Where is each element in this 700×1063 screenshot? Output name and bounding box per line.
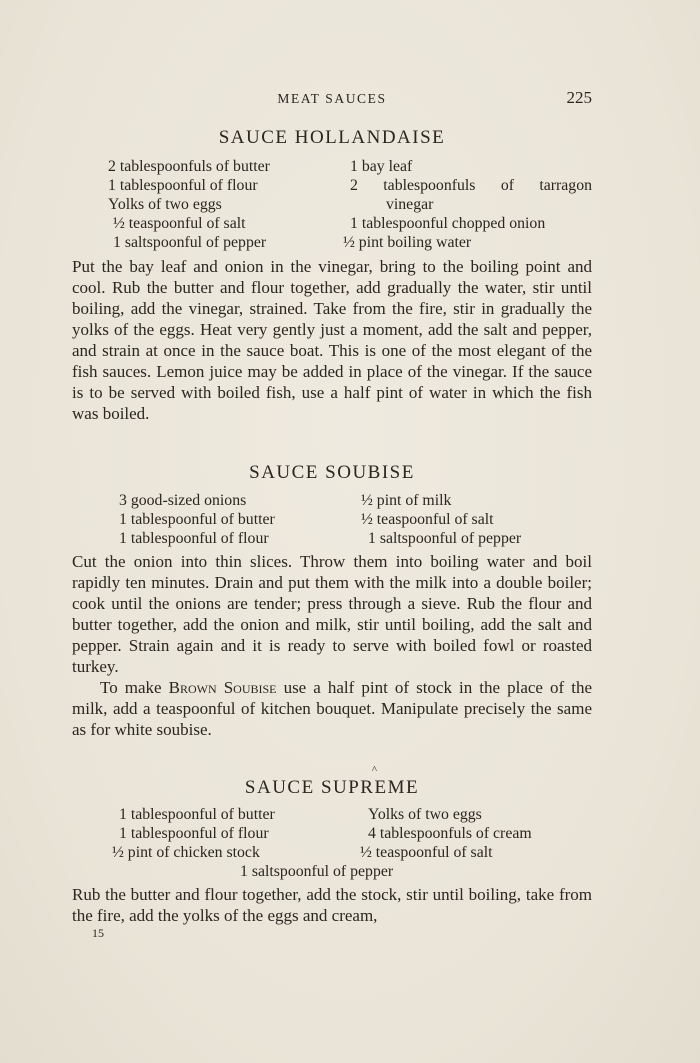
ingredient-item: 1 tablespoonful of butter xyxy=(119,511,275,528)
ingredient-item: 1 tablespoonful chopped onion xyxy=(350,215,546,232)
page-number: 225 xyxy=(566,88,592,107)
ingredient-item: ½ teaspoonful of salt xyxy=(113,215,246,232)
ingredient-item: ½ teaspoonful of salt xyxy=(360,844,493,861)
recipe-body-soubise-text: Cut the onion into thin slices. Throw them into boiling water and boil rapidly ten minutes. Drain and put them with the milk into a double boiler; cook until the onions are tender; press through a sieve. Rub the flour and butter together, add the onion and milk, stir until boiling, add the salt and pepper. Strain again and it is ready to serve with boiled fowl or roasted turkey. xyxy=(72,552,592,676)
ingredient-item: 1 tablespoonful of flour xyxy=(108,177,258,194)
ingredient-item: 4 tablespoonfuls of cream xyxy=(368,825,532,842)
running-head: MEAT SAUCES xyxy=(277,91,387,106)
brown-soubise-term: Brown Soubise xyxy=(168,678,277,697)
recipe-title-hollandaise: SAUCE HOLLANDAISE xyxy=(218,127,446,148)
ingredient-item: Yolks of two eggs xyxy=(108,196,222,213)
ingredient-item: ½ teaspoonful of salt xyxy=(361,511,494,528)
ingredient-item: 1 saltspoonful of pepper xyxy=(240,863,394,880)
ingredient-item: 2 tablespoonfuls of tarragon xyxy=(350,177,592,194)
ingredient-item: 1 tablespoonful of flour xyxy=(119,825,269,842)
brown-soubise-note-text: use a half pint of stock in the place of the milk, add a teaspoonful of kitchen bouquet. Manipulate precisely the same as for white soubise. xyxy=(72,678,593,739)
circumflex-accent: ^ xyxy=(371,764,379,776)
brown-soubise-note-prefix: To make xyxy=(100,678,162,697)
ingredient-item: 1 tablespoonful of butter xyxy=(119,806,275,823)
ingredient-item: ½ pint boiling water xyxy=(343,234,472,251)
ingredient-item: 1 saltspoonful of pepper xyxy=(113,234,267,251)
ingredient-item: 3 good-sized onions xyxy=(119,492,247,509)
ingredient-item: 2 tablespoonfuls of butter xyxy=(108,158,270,175)
ingredient-item: ½ pint of chicken stock xyxy=(112,844,260,861)
recipe-body-hollandaise: Put the bay leaf and onion in the vinegar, bring to the boiling point and cool. Rub the butter and flour together, add gradually the water, stir until boiling, add the vinegar, strained. Take from the fire, stir in gradually the yolks of the eggs. Heat very gently just a moment, add the salt and pepper, and strain at once in the sauce boat. This is one of the most elegant of the fish sauces. Lemon juice may be added in place of the vinegar. If the sauce is to be served with boiled fish, use a half pint of water in which the fish was boiled. xyxy=(72,257,592,423)
ingredient-item: Yolks of two eggs xyxy=(368,806,482,823)
ingredient-item: 1 tablespoonful of flour xyxy=(119,530,269,547)
recipe-body-soubise xyxy=(72,551,592,740)
ingredient-item: vinegar xyxy=(386,196,434,213)
recipe-title-supreme-label: SAUCE SUPREME xyxy=(244,777,420,798)
ingredient-item: 1 saltspoonful of pepper xyxy=(368,530,522,547)
recipe-body-supreme: Rub the butter and flour together, add the stock, stir until boiling, take from the fire, add the yolks of the eggs and cream, xyxy=(72,885,592,925)
recipe-title-supreme xyxy=(72,764,592,799)
recipe-title-soubise: SAUCE SOUBISE xyxy=(249,462,415,483)
signature-mark: 15 xyxy=(92,926,104,940)
ingredient-item: 1 bay leaf xyxy=(350,158,413,175)
ingredient-item: ½ pint of milk xyxy=(361,492,452,509)
recipe-title-supreme-text xyxy=(244,764,420,799)
page-header xyxy=(72,88,592,110)
